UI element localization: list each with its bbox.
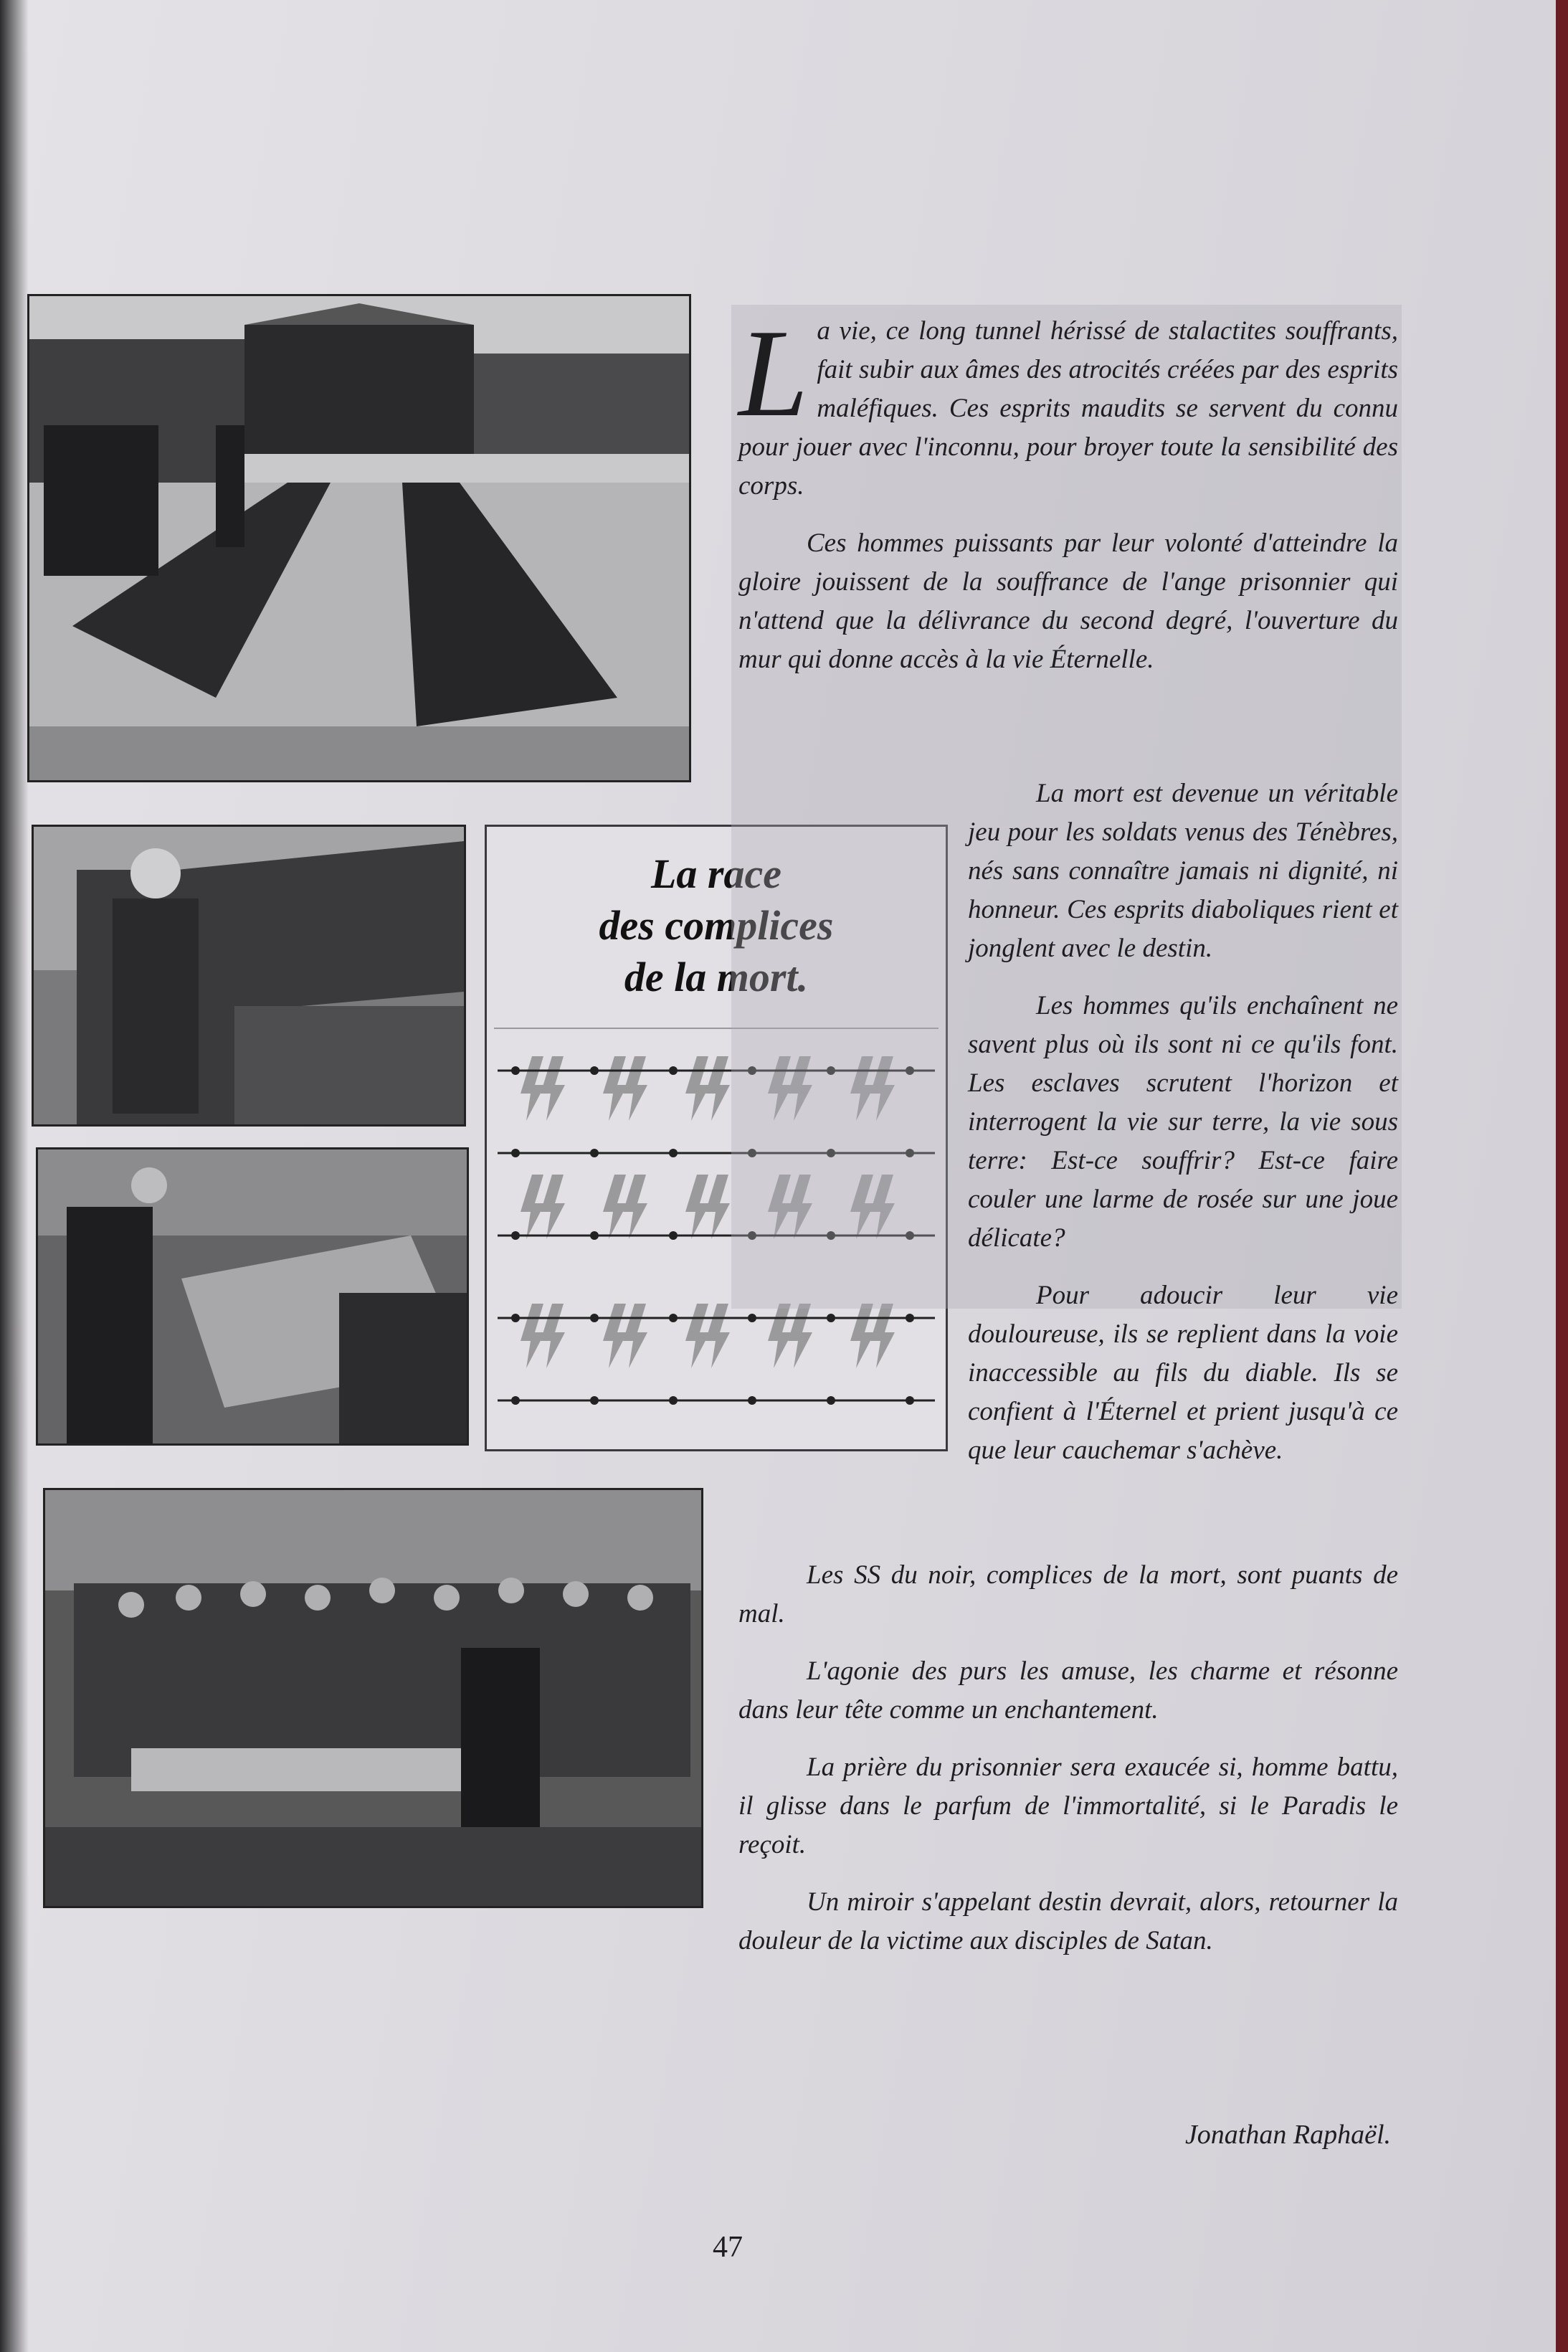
- drop-cap: L: [738, 303, 809, 442]
- photo-carrying: [36, 1147, 469, 1446]
- paragraph-8: La prière du prisonnier sera exaucée si, homme battu, il glisse dans le parfum de l'immortalité, si le Paradis le reçoit.: [738, 1753, 1398, 1859]
- paragraph-9: Un miroir s'appelant destin devrait, alors, retourner la douleur de la victime aux disciples de Satan.: [738, 1887, 1398, 1955]
- photo-soldiers-stretcher: [43, 1488, 703, 1908]
- article-body-lower: [738, 1556, 1398, 1979]
- binding-shadow: [0, 0, 29, 2352]
- article-body: [738, 303, 1398, 698]
- paragraph-1: La vie, ce long tunnel hérissé de stalactites souffrants, fait subir aux âmes des atrocités créées par des esprits maléfiques. Ces esprits maudits se servent du connu pour jouer avec l'inconnu, pour broyer toute la sensibilité des corps.: [738, 303, 1398, 501]
- photo-camp-rows: [27, 294, 691, 782]
- author-signature: Jonathan Raphaël.: [1184, 2120, 1391, 2150]
- paragraph-3: La mort est devenue un véritable jeu pour les soldats venus des Ténèbres, nés sans connaître jamais ni dignité, ni honneur. Ces esprits diaboliques rient et jonglent avec le destin.: [968, 779, 1398, 963]
- page-number: 47: [713, 2231, 743, 2264]
- headline-line-3: de la mort.: [624, 954, 809, 1000]
- article-body-narrow: [968, 774, 1398, 1489]
- paragraph-4: Les hommes qu'ils enchaînent ne savent plus où ils sont ni ce qu'ils font. Les esclaves scrutent l'horizon et interrogent la vie sur terre, la vie sous terre: Est-ce souffrir? Est-ce faire couler une larme de rosée sur une joue délicate?: [968, 991, 1398, 1253]
- headline-line-2: des complices: [599, 902, 834, 949]
- paragraph-5: Pour adoucir leur vie douloureuse, ils se replient dans la voie inaccessible au fils du diable. Ils se confient à l'Éternel et prient jusqu'à ce que leur cauchemar s'achève.: [968, 1281, 1398, 1465]
- paragraph-2: Ces hommes puissants par leur volonté d'atteindre la gloire jouissent de la souffrance de l'ange prisonnier qui n'attend que la délivrance du second degré, l'ouverture du mur qui donne accès à la vie Éternelle.: [738, 528, 1398, 674]
- headline-line-1: La race: [651, 850, 781, 897]
- paragraph-6: Les SS du noir, complices de la mort, sont puants de mal.: [738, 1560, 1398, 1628]
- paragraph-7: L'agonie des purs les amuse, les charme et résonne dans leur tête comme un enchantement.: [738, 1656, 1398, 1725]
- photo-officer: [32, 825, 466, 1127]
